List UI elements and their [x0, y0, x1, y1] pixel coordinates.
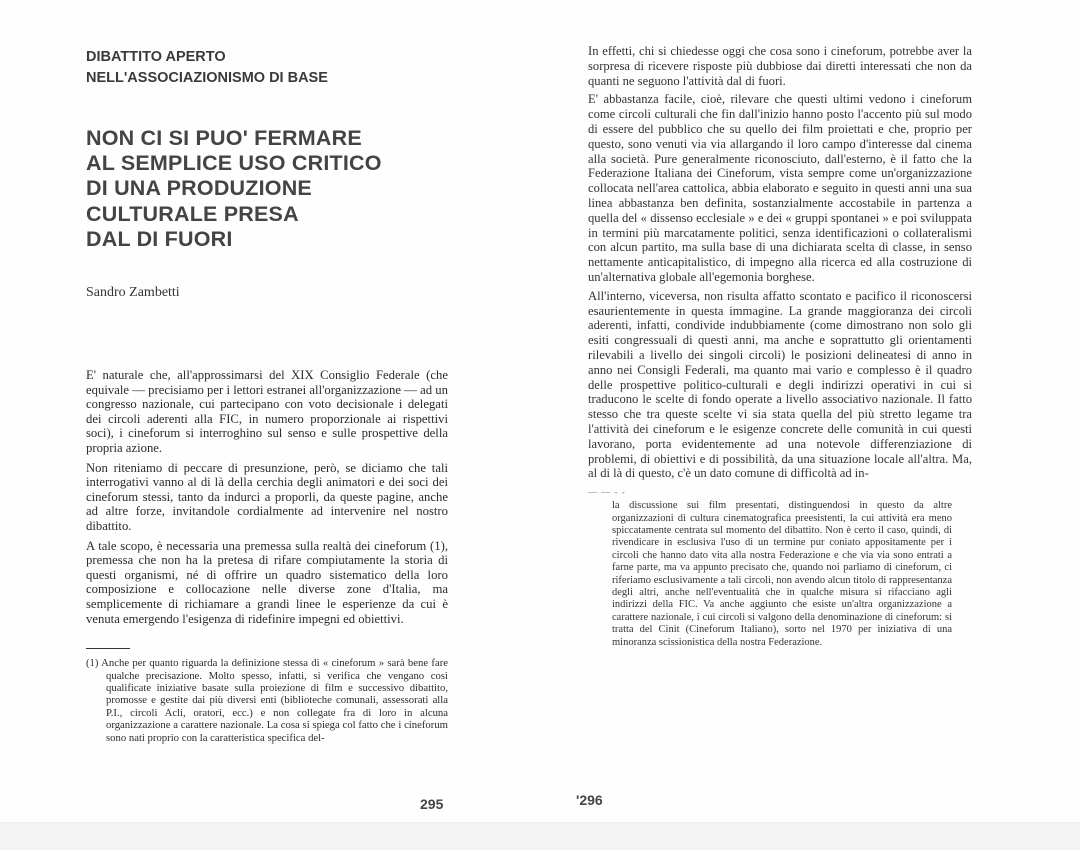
right-page	[588, 40, 972, 649]
paragraph: Non riteniamo di peccare di presunzione, però, se diciamo che tali interrogativi vanno al di là della cerchia degli animatori e dei soci dei cineforum stessi, tanto da indurci a proporli, da queste pagine, anche ad altre forze, invitandole cordialmente ad intervenire nel nostro dibattito.	[86, 460, 448, 533]
headline-line: DAL DI FUORI	[86, 226, 233, 251]
footnote-continuation: la discussione sui film presentati, distinguendosi in questo da altre organizzazioni di cultura cinematografica preesistenti, la cui attività era meno spiccatamente centrata sul momento del dibattito. Non è certo il caso, quindi, di rivendicare in esclusiva l'uso di un termine pur coniato appositamente per i circoli che hanno dato vita alla nostra Federazione e che via via sono entrati a farne parte, ma va appunto precisato che, quando noi parliamo di cineforum, ci riferiamo esclusivamente a tali circoli, non avendo alcun titolo di rappresentanza degli altri, anche nell'eventualità che in qualche misura si rifacciano agli indirizzi della FIC. Va anche aggiunto che esiste un'altra organizzazione a carattere nazionale, i cui circoli si valgono della denominazione di cineforum: si tratta del Cinit (Cineforum Italiano), sorto nel 1970 per iniziativa di una minoranza scissionistica della nostra Federazione.	[612, 500, 952, 648]
scan-bottom-margin	[0, 822, 1080, 850]
page-number-left: 295	[420, 796, 444, 812]
paragraph: In effetti, chi si chiedesse oggi che cosa sono i cineforum, potrebbe aver la sorpresa di ricevere risposte più dubbiose dai diretti interessati che non da quanti ne seguono l'attività dal di fuori.	[588, 44, 972, 88]
right-body-text	[588, 44, 972, 481]
footnote-divider	[86, 648, 130, 649]
footnote-marker: — — - -	[588, 487, 626, 498]
kicker-line: DIBATTITO APERTO	[86, 49, 226, 65]
page-number-right: '296	[576, 792, 603, 808]
author-byline: Sandro Zambetti	[86, 285, 180, 301]
paragraph: All'interno, viceversa, non risulta affatto scontato e pacifico il riconoscersi esaurientemente in questa immagine. La grande maggioranza dei circoli aderenti, infatti, condivide indubbiamente (come dimostrano non solo gli esiti congressuali di questi anni, ma anche e soprattutto gli orientamenti rilevabili a livello dei singoli circoli) le posizioni delineatesi di anno in anno nei Consigli Federali, ma quanto mai vario e complesso è il quadro delle prospettive politico-culturali e degli indirizzi operativi in cui si traducono le scelte di fondo operate a livello associativo nazionale. Il fatto stesso che tra queste scelte vi sia stata quella del più stretto legame tra l'attività dei cineforum e le esigenze concrete delle comunità in cui questi lavorano, porta evidentemente ad una notevole differenziazione di problemi, di obiettivi e di possibilità, da una situazione locale all'altra. Ma, al di là di questo, c'è un dato comune di difficoltà ad in-	[588, 288, 972, 481]
footnote: (1) Anche per quanto riguarda la definizione stessa di « cineforum » sarà bene fare qualche precisazione. Molto spesso, infatti, si verifica che vengano così qualificate iniziative basate sulla proiezione di film e successivo dibattito, promosse e gestite dai più diversi enti (biblioteche comunali, assessorati alla P.I., circoli Acli, oratori, ecc.) e non collegate fra di loro in alcuna organizzazione a carattere nazionale. La cosa si spiega col fatto che i cineforum sono nati proprio con la caratteristica specifica del-	[86, 657, 448, 744]
headline-line: AL SEMPLICE USO CRITICO	[86, 151, 382, 176]
paragraph: A tale scopo, è necessaria una premessa sulla realtà dei cineforum (1), premessa che non ha la pretesa di rifare compiutamente la storia di questi organismi, né di offrire un quadro sistematico della loro composizione e collocazione nelle diverse zone d'Italia, ma semplicemente di richiamare a grandi linee le esperienze da cui è venuta emergendo l'esigenza di ridefinire impegni ed obiettivi.	[86, 538, 448, 626]
kicker-line: NELL'ASSOCIAZIONISMO DI BASE	[86, 70, 328, 86]
left-body-text	[86, 368, 448, 626]
left-page	[86, 40, 448, 744]
section-kicker	[86, 47, 448, 89]
headline-line: DI UNA PRODUZIONE	[86, 176, 312, 201]
article-headline	[86, 126, 448, 252]
paragraph: E' abbastanza facile, cioè, rilevare che questi ultimi vedono i cineforum come circoli culturali che fin dall'inizio hanno posto l'accento più sul modo di essere del pubblico che su quello dei film proiettati e che, proprio per questo, sono venuti via via allargando il loro campo d'interesse dal cinema alla società. Pure generalmente riconosciuto, dall'esterno, è il fatto che la Federazione Italiana dei Cineforum, vista sempre come un'organizzazione collocata nell'area cattolica, abbia elaborato e seguito in questi anni una sua linea abbastanza ben definita, sostanzialmente accostabile in partenza a quella del « dissenso ecclesiale » e dei « gruppi spontanei » e poi sviluppata in termini più marcatamente politici, senza identificazioni o collateralismi con alcun partito, ma sulla base di una dichiarata scelta di classe, in senso nettamente anticapitalistico, di impegno alla ricerca ed alla costruzione di un'alternativa globale all'egemonia borghese.	[588, 92, 972, 284]
headline-line: CULTURALE PRESA	[86, 201, 299, 226]
headline-line: NON CI SI PUO' FERMARE	[86, 126, 362, 150]
paragraph: E' naturale che, all'approssimarsi del XIX Consiglio Federale (che equivale — precisiamo per i lettori estranei all'organizzazione — ad un congresso nazionale, cui partecipano con voto decisionale i delegati dei circoli aderenti alla FIC, in numero proporzionale ai rispettivi soci), i cineforum si interroghino sul senso e sulle prospettive della propria azione.	[86, 368, 448, 455]
